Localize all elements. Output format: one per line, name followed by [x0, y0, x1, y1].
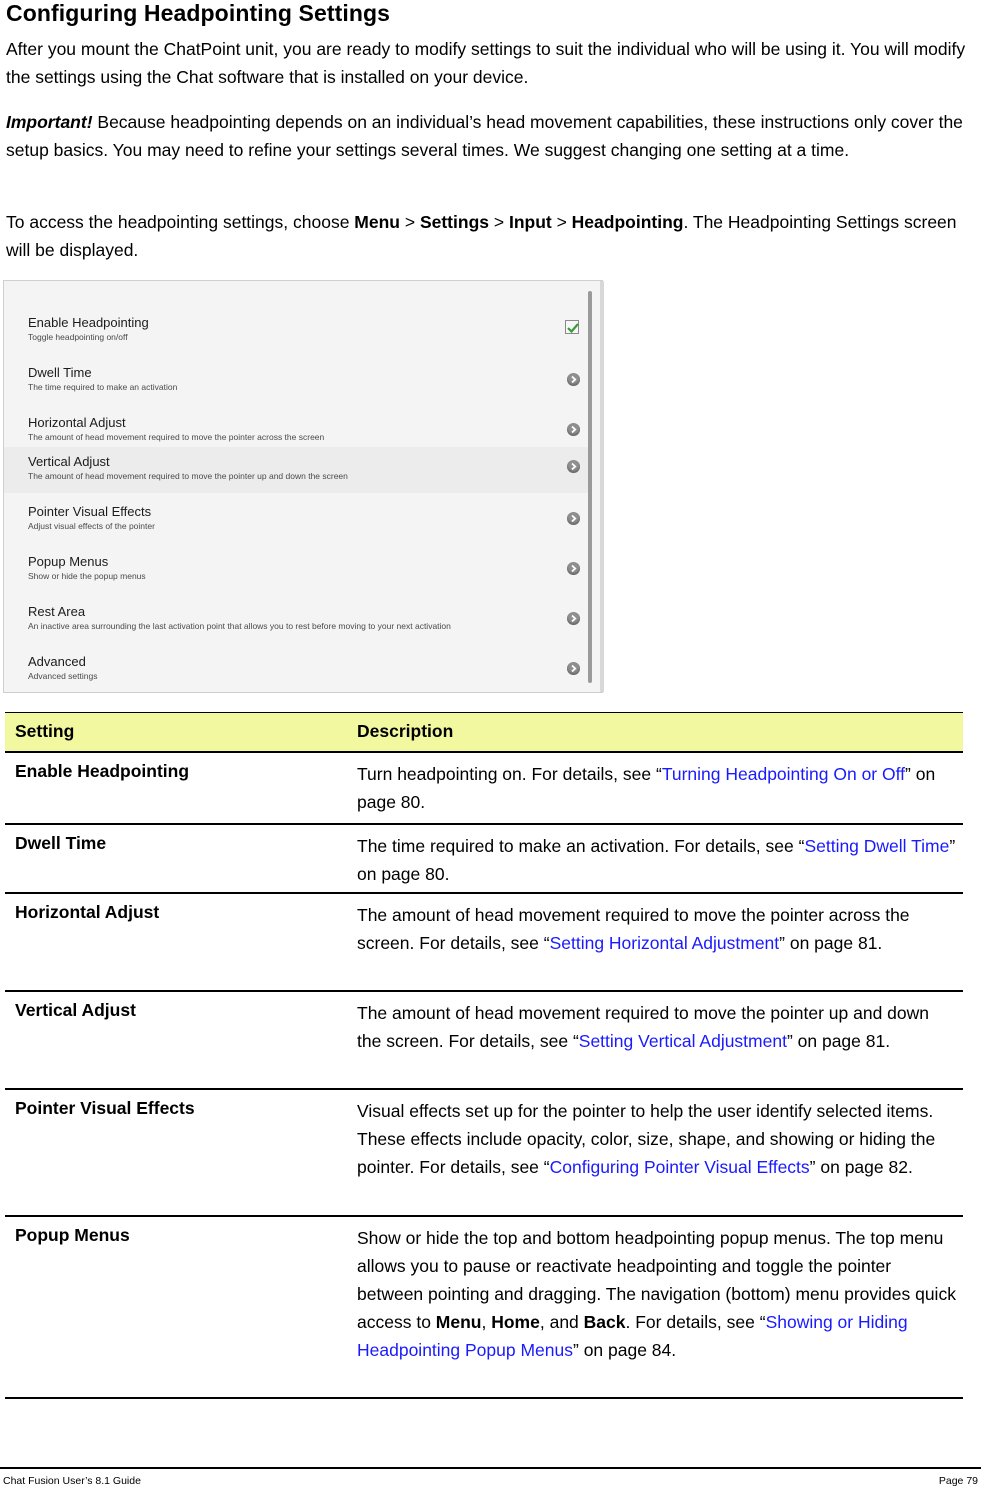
desc-text-end: ” on page 81.: [779, 933, 883, 953]
row-description: [357, 1097, 957, 1181]
column-header-setting: Setting: [15, 721, 75, 741]
scrollbar[interactable]: [588, 291, 592, 683]
enable-checkbox[interactable]: [565, 320, 579, 334]
important-paragraph: [6, 108, 976, 164]
row-setting-name: Pointer Visual Effects: [15, 1098, 195, 1118]
screenshot-edge: [600, 281, 604, 692]
cross-reference-link[interactable]: Setting Vertical Adjustment: [578, 1031, 787, 1051]
desc-text-end: ” on page 80.: [357, 836, 956, 884]
desc-text: , and: [539, 1312, 584, 1332]
setting-title: Popup Menus: [28, 554, 109, 569]
table-header: [5, 712, 963, 753]
setting-subtitle: An inactive area surrounding the last activation point that allows you to rest before moving to your next activation: [28, 621, 451, 631]
setting-subtitle: Adjust visual effects of the pointer: [28, 521, 155, 531]
path-separator: >: [400, 212, 420, 232]
chevron-right-icon: [567, 662, 580, 675]
cross-reference-link[interactable]: Turning Headpointing On or Off: [661, 764, 906, 784]
setting-title: Pointer Visual Effects: [28, 504, 152, 519]
setting-title: Advanced: [28, 654, 86, 669]
row-setting-name: Popup Menus: [15, 1225, 130, 1245]
path-separator: >: [551, 212, 572, 232]
setting-subtitle: Advanced settings: [28, 671, 98, 681]
setting-subtitle: The amount of head movement required to move the pointer up and down the screen: [28, 471, 348, 481]
setting-title: Enable Headpointing: [28, 315, 149, 330]
column-header-description: Description: [357, 721, 454, 741]
desc-text: The amount of head movement required to move the pointer up and down the screen. For details, see “: [357, 1003, 930, 1051]
cross-reference-link[interactable]: Configuring Pointer Visual Effects: [549, 1157, 810, 1177]
desc-text: The amount of head movement required to move the pointer across the screen. For details, see “: [357, 905, 910, 953]
term-menu: Menu: [435, 1312, 482, 1332]
setting-row-vertical-adjust[interactable]: [4, 447, 588, 493]
row-setting-name: Horizontal Adjust: [15, 902, 160, 922]
path-menu: Menu: [354, 212, 400, 232]
table-row: [5, 992, 963, 1090]
row-description: [357, 832, 957, 888]
table-row: [5, 753, 963, 825]
cross-reference-link[interactable]: Showing or Hiding Headpointing Popup Menus: [357, 1312, 908, 1360]
access-text-end: . The Headpointing Settings screen will be displayed.: [6, 212, 957, 260]
path-settings: Settings: [419, 212, 489, 232]
desc-text: ,: [481, 1312, 492, 1332]
chevron-right-icon: [567, 512, 580, 525]
chevron-right-icon: [567, 373, 580, 386]
page-title: Configuring Headpointing Settings: [6, 0, 391, 26]
setting-row-dwell-time[interactable]: [4, 365, 588, 413]
chevron-right-icon: [567, 460, 580, 473]
chevron-right-icon: [567, 562, 580, 575]
access-paragraph: [6, 208, 976, 264]
setting-subtitle: Show or hide the popup menus: [28, 571, 146, 581]
setting-title: Rest Area: [28, 604, 86, 619]
path-input: Input: [508, 212, 552, 232]
important-text: Because headpointing depends on an individual’s head movement capabilities, these instructions only cover the setup basics. You may need to refine your settings several times. We suggest changing one setting at a time.: [6, 112, 963, 160]
cross-reference-link[interactable]: Setting Horizontal Adjustment: [549, 933, 780, 953]
desc-text: The time required to make an activation. For details, see “: [357, 836, 805, 856]
footer-divider: [0, 1467, 981, 1469]
desc-text: Visual effects set up for the pointer to help the user identify selected items. These effects include opacity, color, size, shape, and showing or hiding the pointer. For details, see “: [357, 1101, 936, 1177]
setting-title: Horizontal Adjust: [28, 415, 126, 430]
setting-row-enable-headpointing[interactable]: [4, 315, 588, 363]
desc-text: . For details, see “: [625, 1312, 766, 1332]
term-home: Home: [491, 1312, 540, 1332]
term-back: Back: [583, 1312, 626, 1332]
row-setting-name: Enable Headpointing: [15, 761, 190, 781]
setting-title: Vertical Adjust: [28, 454, 110, 469]
desc-text-end: ” on page 84.: [573, 1340, 677, 1360]
table-row: [5, 825, 963, 894]
setting-row-advanced[interactable]: [4, 654, 588, 692]
desc-text: Turn headpointing on. For details, see “: [357, 764, 662, 784]
footer-guide-title: Chat Fusion User’s 8.1 Guide: [3, 1475, 141, 1487]
row-description: [357, 901, 957, 957]
row-setting-name: Dwell Time: [15, 833, 107, 853]
footer-page-number: Page 79: [938, 1475, 978, 1487]
table-row: [5, 894, 963, 992]
setting-row-popup-menus[interactable]: [4, 554, 588, 602]
path-headpointing: Headpointing: [571, 212, 684, 232]
desc-text-end: ” on page 80.: [357, 764, 936, 812]
setting-row-rest-area[interactable]: [4, 604, 588, 652]
row-description: [357, 999, 957, 1055]
table-row: [5, 1090, 963, 1217]
setting-row-pointer-visual-effects[interactable]: [4, 504, 588, 552]
setting-title: Dwell Time: [28, 365, 92, 380]
setting-subtitle: The amount of head movement required to move the pointer across the screen: [28, 432, 325, 442]
row-description: [357, 760, 957, 816]
chevron-right-icon: [567, 612, 580, 625]
desc-text: Show or hide the top and bottom headpointing popup menus. The top menu allows you to pause or reactivate headpointing and toggle the pointer between pointing and dragging. The navigation (bottom) menu provides quick access to: [357, 1228, 956, 1332]
checkmark-icon: [566, 321, 580, 335]
headpointing-settings-screenshot: [3, 280, 603, 693]
row-setting-name: Vertical Adjust: [15, 1000, 136, 1020]
access-text: To access the headpointing settings, choose: [6, 212, 355, 232]
important-label: Important!: [6, 112, 93, 132]
desc-text-end: ” on page 81.: [786, 1031, 891, 1051]
row-description: [357, 1224, 957, 1364]
setting-subtitle: The time required to make an activation: [28, 382, 178, 392]
desc-text-end: ” on page 82.: [809, 1157, 913, 1177]
intro-paragraph: After you mount the ChatPoint unit, you are ready to modify settings to suit the individual who will be using it. You will modify the settings using the Chat software that is installed on your device.: [6, 39, 966, 87]
table-row: [5, 1217, 963, 1399]
path-separator: >: [489, 212, 509, 232]
setting-subtitle: Toggle headpointing on/off: [28, 332, 128, 342]
cross-reference-link[interactable]: Setting Dwell Time: [804, 836, 950, 856]
chevron-right-icon: [567, 423, 580, 436]
